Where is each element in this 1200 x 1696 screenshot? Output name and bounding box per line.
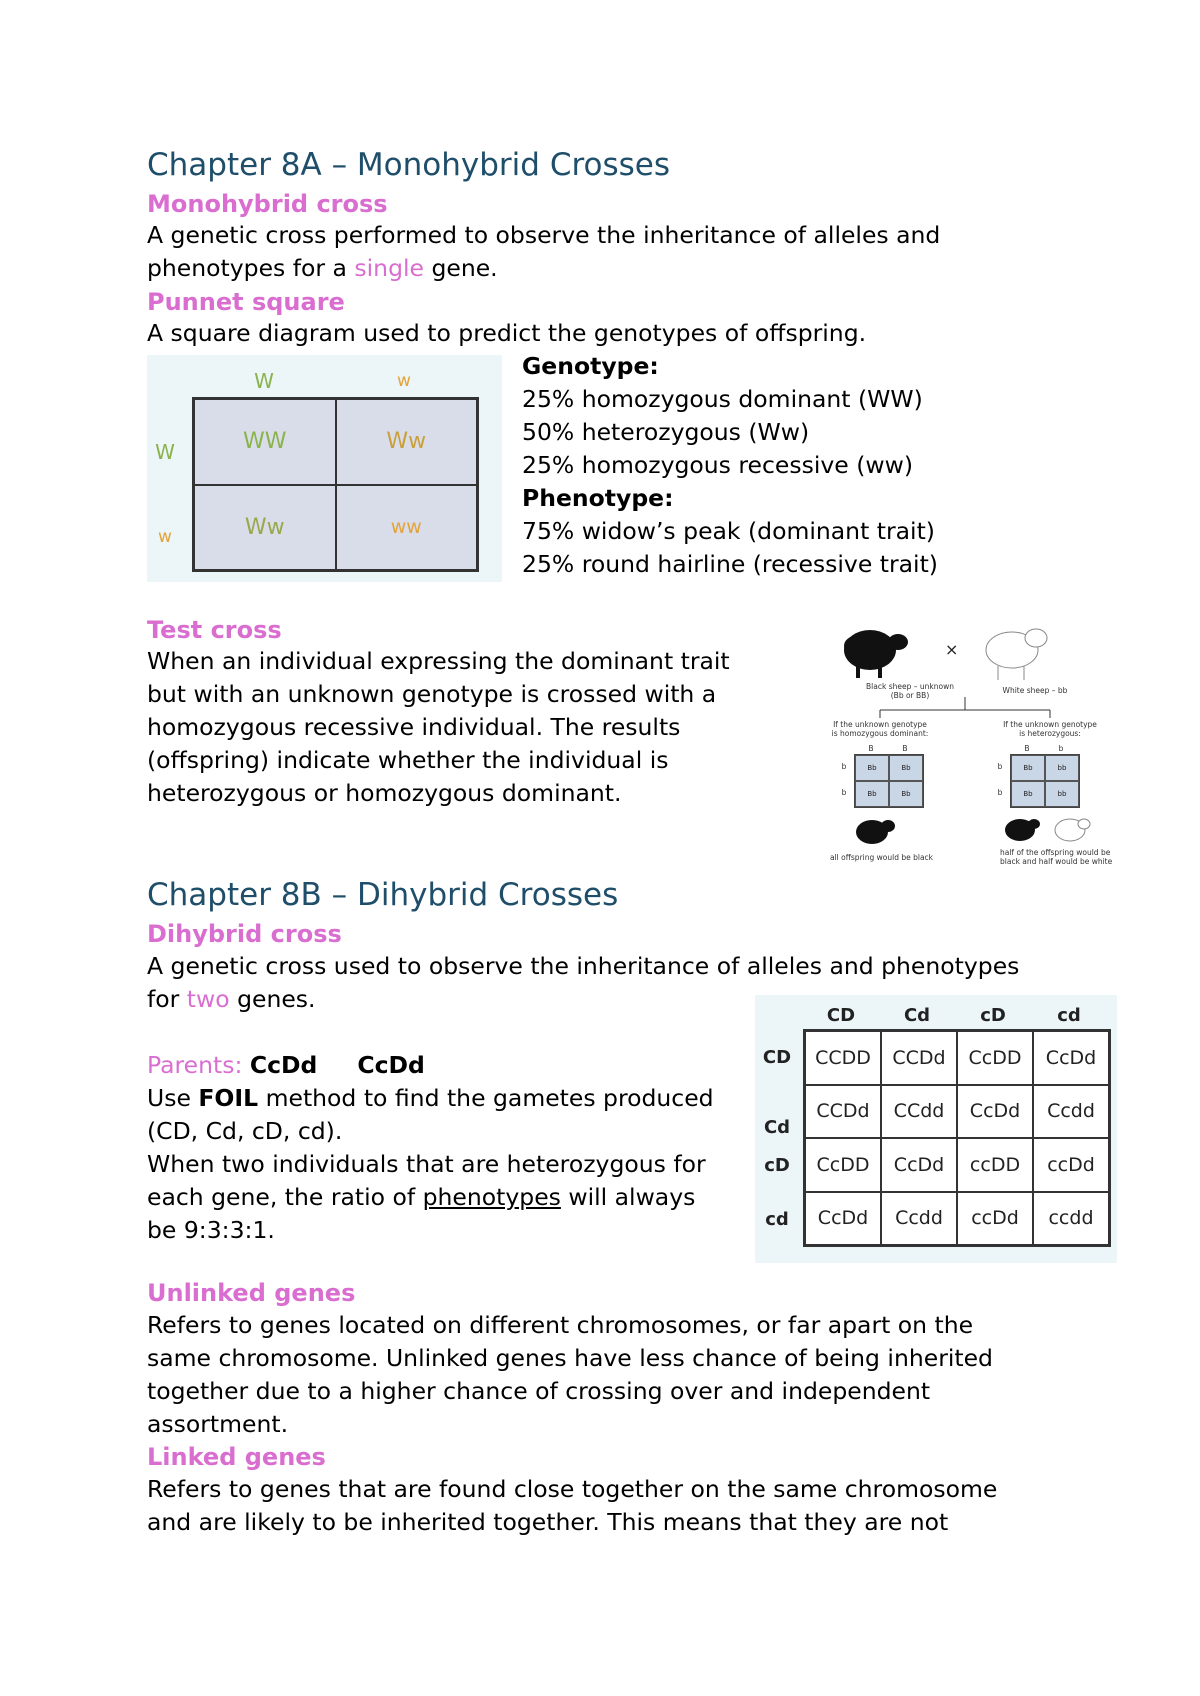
- chapter-8a-title: Chapter 8A – Monohybrid Crosses: [147, 147, 671, 183]
- punnett-cell: ww: [336, 485, 478, 571]
- chapter-8b-title: Chapter 8B – Dihybrid Crosses: [147, 877, 619, 913]
- mini-row-allele: b: [997, 762, 1003, 771]
- column-gamete: Cd: [903, 1004, 931, 1026]
- dihybrid-cell: Ccdd: [1033, 1085, 1109, 1139]
- left-result-label: all offspring would be black: [830, 853, 934, 862]
- mini-row-allele: b: [997, 788, 1003, 797]
- dihybrid-cell: CcDD: [805, 1138, 881, 1192]
- dihybrid-cell: CCDD: [805, 1031, 881, 1085]
- dihybrid-cell: CCDd: [881, 1031, 957, 1085]
- mini-cell: Bb: [1011, 781, 1045, 807]
- dihybrid-cell: CcDd: [957, 1085, 1033, 1139]
- mini-cell: Bb: [889, 755, 923, 781]
- dihybrid-cell: CcDd: [1033, 1031, 1109, 1085]
- ratio-line-3: be 9:3:3:1.: [147, 1216, 275, 1244]
- left-mini-punnett: [854, 754, 924, 808]
- mini-row-allele: b: [841, 788, 847, 797]
- black-lamb-icon: [1005, 819, 1040, 841]
- parents-line: [147, 1049, 425, 1082]
- dihybrid-cell: Ccdd: [881, 1192, 957, 1246]
- dihybrid-cell: ccDd: [1033, 1138, 1109, 1192]
- genotype-label: Genotype:: [522, 352, 659, 380]
- right-result-label: half of the offspring would be black and half would be white: [1000, 848, 1113, 866]
- mini-col-allele: B: [1024, 744, 1030, 753]
- row-gamete: Cd: [763, 1117, 791, 1138]
- test-cross-line: When an individual expressing the dominant trait: [147, 647, 730, 675]
- mini-cell: Bb: [855, 755, 889, 781]
- column-allele: w: [397, 371, 411, 391]
- foil-line: Use FOIL method to find the gametes produced: [147, 1084, 714, 1112]
- genotype-line: 25% homozygous dominant (WW): [522, 385, 923, 413]
- row-gamete: cD: [764, 1154, 790, 1176]
- white-sheep-label: White sheep – bb: [1002, 686, 1068, 695]
- unlinked-line: same chromosome. Unlinked genes have less chance of being inherited: [147, 1344, 993, 1372]
- black-sheep-label: Black sheep – unknown (Bb or BB): [866, 682, 954, 700]
- mini-cell: bb: [1045, 755, 1079, 781]
- column-gamete: cD: [980, 1004, 1006, 1026]
- mini-col-allele: B: [868, 744, 874, 753]
- highlight-single: single: [354, 254, 424, 282]
- monohybrid-definition-line-2: phenotypes for a single gene.: [147, 254, 498, 282]
- white-sheep-icon: [986, 629, 1047, 680]
- mini-cell: Bb: [1011, 755, 1045, 781]
- underlined-phenotypes: phenotypes: [422, 1183, 561, 1211]
- monohybrid-heading: Monohybrid cross: [147, 190, 388, 218]
- row-gamete: cd: [765, 1208, 789, 1230]
- dihybrid-cell: CcDD: [957, 1031, 1033, 1085]
- column-gamete: cd: [1057, 1004, 1081, 1026]
- linked-genes-heading: Linked genes: [147, 1443, 326, 1471]
- row-allele: W: [155, 440, 175, 464]
- dihybrid-punnett-grid: [803, 1029, 1111, 1247]
- monohybrid-punnett-grid: [192, 397, 479, 572]
- punnett-cell: Ww: [336, 399, 478, 485]
- dihybrid-cell: ccDD: [957, 1138, 1033, 1192]
- dihybrid-heading: Dihybrid cross: [147, 920, 342, 948]
- genotype-line: 50% heterozygous (Ww): [522, 418, 810, 446]
- test-cross-line: (offspring) indicate whether the individual is: [147, 746, 669, 774]
- phenotype-line: 25% round hairline (recessive trait): [522, 550, 938, 578]
- punnet-square-heading: Punnet square: [147, 288, 345, 316]
- unlinked-line: Refers to genes located on different chromosomes, or far apart on the: [147, 1311, 974, 1339]
- test-cross-heading: Test cross: [147, 616, 282, 644]
- phenotype-label: Phenotype:: [522, 484, 674, 512]
- mini-row-allele: b: [841, 762, 847, 771]
- ratio-line-1: When two individuals that are heterozygous for: [147, 1150, 706, 1178]
- foil-term: FOIL: [198, 1084, 259, 1112]
- dihybrid-definition-line-2: for two genes.: [147, 985, 316, 1013]
- ratio-line-2: each gene, the ratio of phenotypes will always: [147, 1183, 696, 1211]
- row-gamete: CD: [762, 1046, 792, 1068]
- punnet-square-definition: A square diagram used to predict the genotypes of offspring.: [147, 319, 867, 347]
- genotype-line: 25% homozygous recessive (ww): [522, 451, 913, 479]
- highlight-two: two: [186, 985, 230, 1013]
- dihybrid-punnett-figure: [755, 995, 1117, 1263]
- mini-cell: Bb: [855, 781, 889, 807]
- dihybrid-cell: CcDd: [881, 1138, 957, 1192]
- row-allele: w: [158, 527, 172, 547]
- mini-cell: bb: [1045, 781, 1079, 807]
- mini-cell: Bb: [889, 781, 923, 807]
- column-gamete: CD: [826, 1004, 856, 1026]
- parent-genotype: CcDd: [249, 1051, 318, 1079]
- unlinked-genes-heading: Unlinked genes: [147, 1279, 356, 1307]
- linked-line: Refers to genes that are found close together on the same chromosome: [147, 1475, 998, 1503]
- test-cross-line: but with an unknown genotype is crossed with a: [147, 680, 717, 708]
- parents-label: Parents:: [147, 1051, 250, 1079]
- mini-col-allele: B: [902, 744, 908, 753]
- dihybrid-definition-line-1: A genetic cross used to observe the inheritance of alleles and phenotypes: [147, 952, 1020, 980]
- right-case-label: If the unknown genotype is heterozygous:: [1003, 720, 1097, 738]
- test-cross-line: heterozygous or homozygous dominant.: [147, 779, 622, 807]
- right-mini-punnett: [1010, 754, 1080, 808]
- punnett-cell: Ww: [194, 485, 336, 571]
- dihybrid-cell: CCdd: [881, 1085, 957, 1139]
- monohybrid-definition-line-1: A genetic cross performed to observe the inheritance of alleles and: [147, 221, 941, 249]
- unlinked-line: assortment.: [147, 1410, 289, 1438]
- test-cross-sheep-diagram: [820, 620, 1113, 870]
- dihybrid-cell: CcDd: [805, 1192, 881, 1246]
- phenotype-line: 75% widow’s peak (dominant trait): [522, 517, 935, 545]
- test-cross-line: homozygous recessive individual. The results: [147, 713, 681, 741]
- white-lamb-icon: [1055, 819, 1090, 841]
- dihybrid-cell: CCDd: [805, 1085, 881, 1139]
- gametes-line: (CD, Cd, cD, cd).: [147, 1117, 343, 1145]
- monohybrid-punnett-figure: [147, 355, 502, 582]
- dihybrid-cell: ccDd: [957, 1192, 1033, 1246]
- parent-genotype: CcDd: [357, 1051, 425, 1079]
- black-lamb-icon: [856, 820, 895, 844]
- dihybrid-cell: ccdd: [1033, 1192, 1109, 1246]
- black-sheep-icon: [844, 630, 908, 678]
- linked-line: and are likely to be inherited together. This means that they are not: [147, 1508, 949, 1536]
- cross-connector: [880, 697, 1050, 718]
- column-allele: W: [254, 369, 274, 393]
- mini-col-allele: b: [1058, 744, 1064, 753]
- unlinked-line: together due to a higher chance of crossing over and independent: [147, 1377, 931, 1405]
- punnett-cell: WW: [194, 399, 336, 485]
- left-case-label: If the unknown genotype is homozygous dominant:: [831, 720, 929, 738]
- cross-symbol: ×: [945, 640, 959, 659]
